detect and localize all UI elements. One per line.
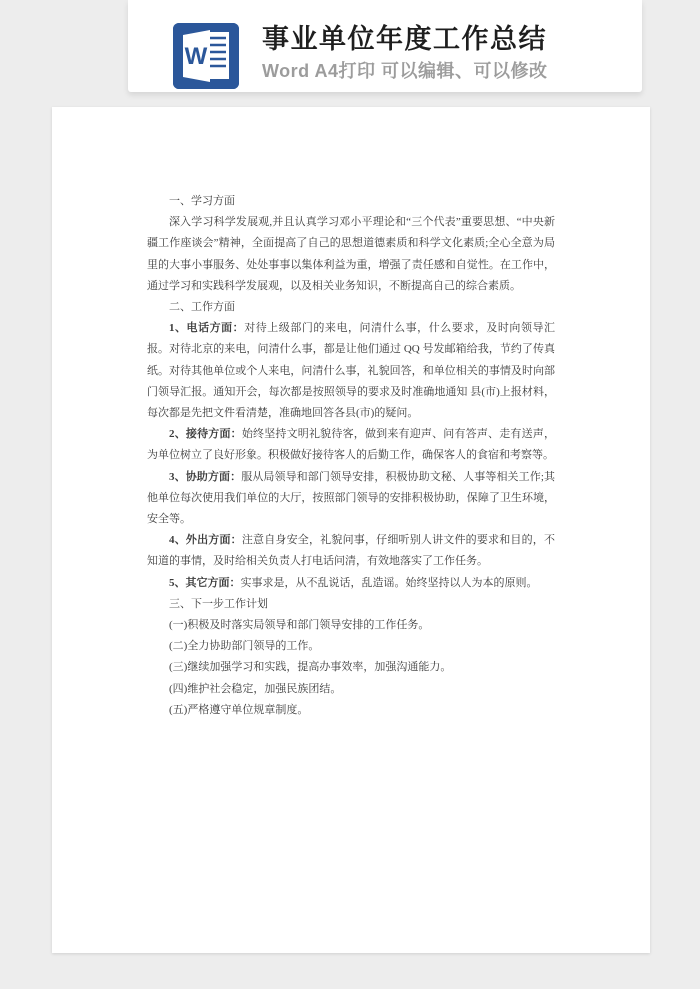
- paragraph-label: 1、电话方面：: [169, 322, 245, 335]
- svg-text:W: W: [184, 43, 208, 70]
- paragraph-label: 3、协助方面：: [169, 470, 242, 483]
- doc-heading: 三、下一步工作计划: [169, 597, 268, 610]
- paragraph-label: 5、其它方面：: [169, 576, 241, 589]
- doc-heading: 一、学习方面: [169, 195, 235, 207]
- doc-paragraph: 深入学习科学发展观,并且认真学习邓小平理论和“三个代表”重要思想、“中央新疆工作座谈会”精神，全面提高了自己的思想道德素质和科学文化素质;全心全意为局里的大事小事服务、处处事事以集体利益为重，增强了责任感和自觉性。在工作中，通过学习和实践科学发展观，以及相关业务知识，不断提高自己的综合素质。: [147, 216, 555, 292]
- word-logo-icon: [173, 23, 239, 89]
- doc-paragraph: 1、电话方面：对待上级部门的来电，问清什么事，什么要求，及时向领导汇报。对待北京的来电，问清什么事，都是让他们通过 QQ 号发邮箱给我，节约了传真纸。对待其他单位或个人来电，问清什么事，礼貌回答，和单位相关的事情及时向部门领导汇报。通知开会，每次都是按照领导的要求及时准确地通知 县(市)上报材料，每次都是先把文件看清楚，准确地回答各县(市)的疑问。: [147, 322, 556, 420]
- doc-paragraph: 2、接待方面：始终坚持文明礼貌待客，做到来有迎声、问有答声、走有送声，为单位树立了良好形象。积极做好接待客人的后勤工作，确保客人的食宿和考察等。: [147, 428, 556, 462]
- doc-content: [147, 191, 555, 721]
- doc-heading: 二、工作方面: [169, 301, 235, 314]
- doc-paragraph: 4、外出方面：注意自身安全，礼貌问事，仔细听别人讲文件的要求和目的，不知道的事情，及时给相关负责人打电话问清，有效地落实了工作任务。: [147, 534, 556, 568]
- page-subtitle: Word A4打印 可以编辑、可以修改: [262, 61, 548, 81]
- paragraph-label: 4、外出方面：: [169, 534, 242, 547]
- paragraph-label: 2、接待方面：: [169, 428, 242, 441]
- header-text-block: [262, 24, 622, 82]
- header-card: [128, 0, 642, 92]
- document-page: [52, 107, 650, 953]
- doc-paragraph: 5、其它方面：实事求是，从不乱说话，乱造谣。始终坚持以人为本的原则。: [169, 576, 538, 589]
- word-logo-graphic: [173, 23, 239, 89]
- doc-paragraph: (二)全力协助部门领导的工作。: [169, 640, 320, 653]
- doc-paragraph: (一)积极及时落实局领导和部门领导安排的工作任务。: [169, 619, 430, 632]
- page-title: 事业单位年度工作总结: [262, 24, 547, 54]
- doc-paragraph: (三)继续加强学习和实践，提高办事效率，加强沟通能力。: [169, 661, 452, 674]
- doc-paragraph: (四)维护社会稳定，加强民族团结。: [169, 682, 342, 695]
- doc-paragraph: (五)严格遵守单位规章制度。: [169, 703, 309, 716]
- doc-paragraph: 3、协助方面：服从局领导和部门领导安排，积极协助文秘、人事等相关工作;其他单位每次使用我们单位的大厅，按照部门领导的安排积极协助，保障了卫生环境，安全等。: [147, 470, 555, 526]
